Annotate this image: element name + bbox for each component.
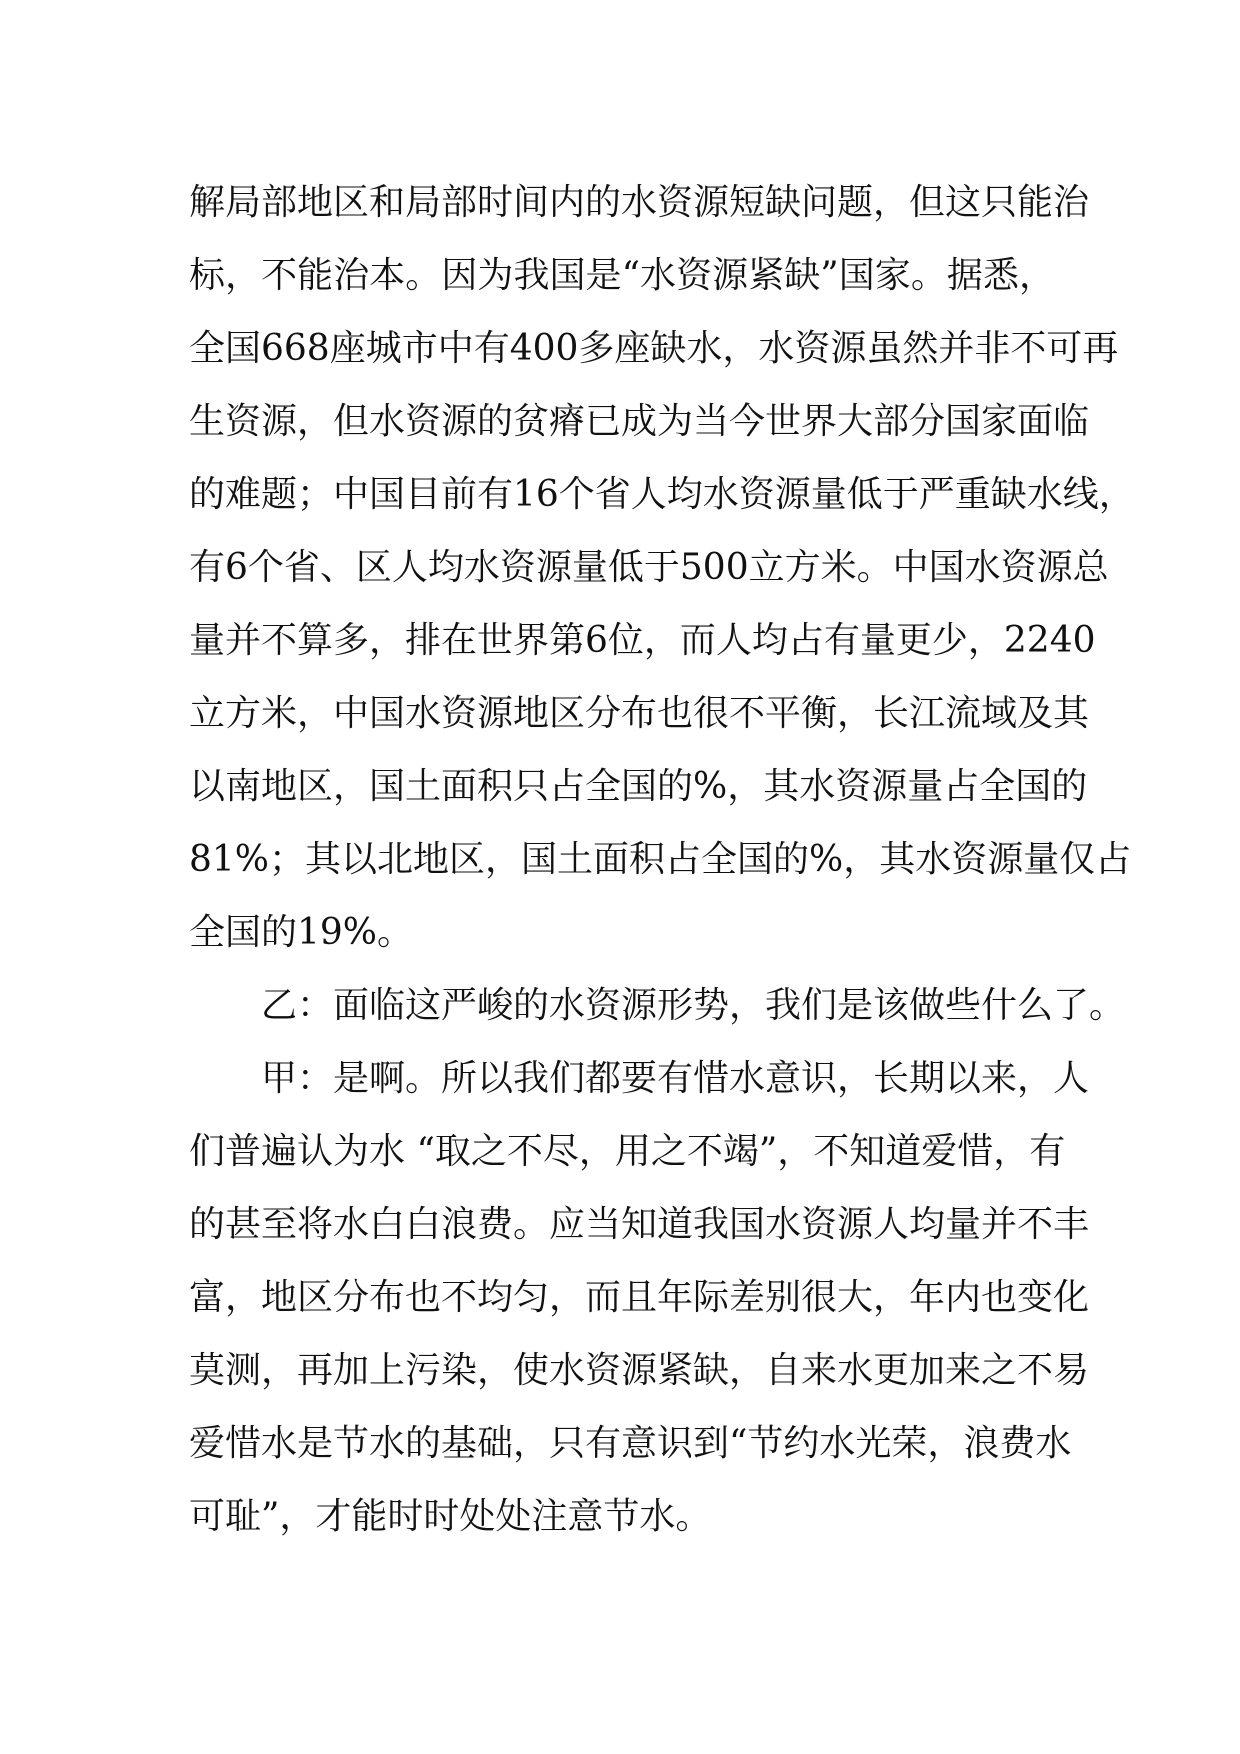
text-line: 有6个省、区人均水资源量低于500立方米。中国水资源总 (189, 547, 1109, 588)
dialogue-line-yi: 乙：面临这严峻的水资源形势，我们是该做些什么了。 (261, 985, 1126, 1026)
document-body (189, 166, 1135, 1553)
text-line: 以南地区，国土面积只占全国的%，其水资源量占全国的 (189, 766, 1088, 807)
text-line: 全国668座城市中有400多座缺水，水资源虽然并非不可再 (189, 328, 1119, 369)
text-line: 标，不能治本。因为我国是“水资源紧缺”国家。据悉， (189, 255, 1055, 296)
text-line-paragraph-end: 全国的19%。 (189, 912, 414, 953)
text-line: 81%；其以北地区，国土面积占全国的%，其水资源量仅占 (189, 839, 1132, 880)
text-line: 立方米，中国水资源地区分布也很不平衡，长江流域及其 (189, 693, 1090, 734)
text-line: 莫测，再加上污染，使水资源紧缺，自来水更加来之不易 (189, 1350, 1090, 1391)
text-line: 爱惜水是节水的基础，只有意识到“节约水光荣，浪费水 (189, 1423, 1072, 1464)
text-line: 解局部地区和局部时间内的水资源短缺问题，但这只能治 (189, 182, 1090, 223)
text-line-paragraph-end: 可耻”，才能时时处处注意节水。 (189, 1496, 712, 1537)
text-line: 们普遍认为水 “取之不尽，用之不竭”，不知道爱惜，有 (189, 1131, 1066, 1172)
text-line: 富，地区分布也不均匀，而且年际差别很大，年内也变化 (189, 1277, 1090, 1318)
dialogue-line-jia: 甲：是啊。所以我们都要有惜水意识，长期以来，人 (261, 1058, 1090, 1099)
text-line: 生资源，但水资源的贫瘠已成为当今世界大部分国家面临 (189, 401, 1090, 442)
text-line: 量并不算多，排在世界第6位，而人均占有量更少，2240 (189, 620, 1096, 661)
text-line: 的甚至将水白白浪费。应当知道我国水资源人均量并不丰 (189, 1204, 1090, 1245)
text-line: 的难题；中国目前有16个省人均水资源量低于严重缺水线， (189, 474, 1135, 515)
